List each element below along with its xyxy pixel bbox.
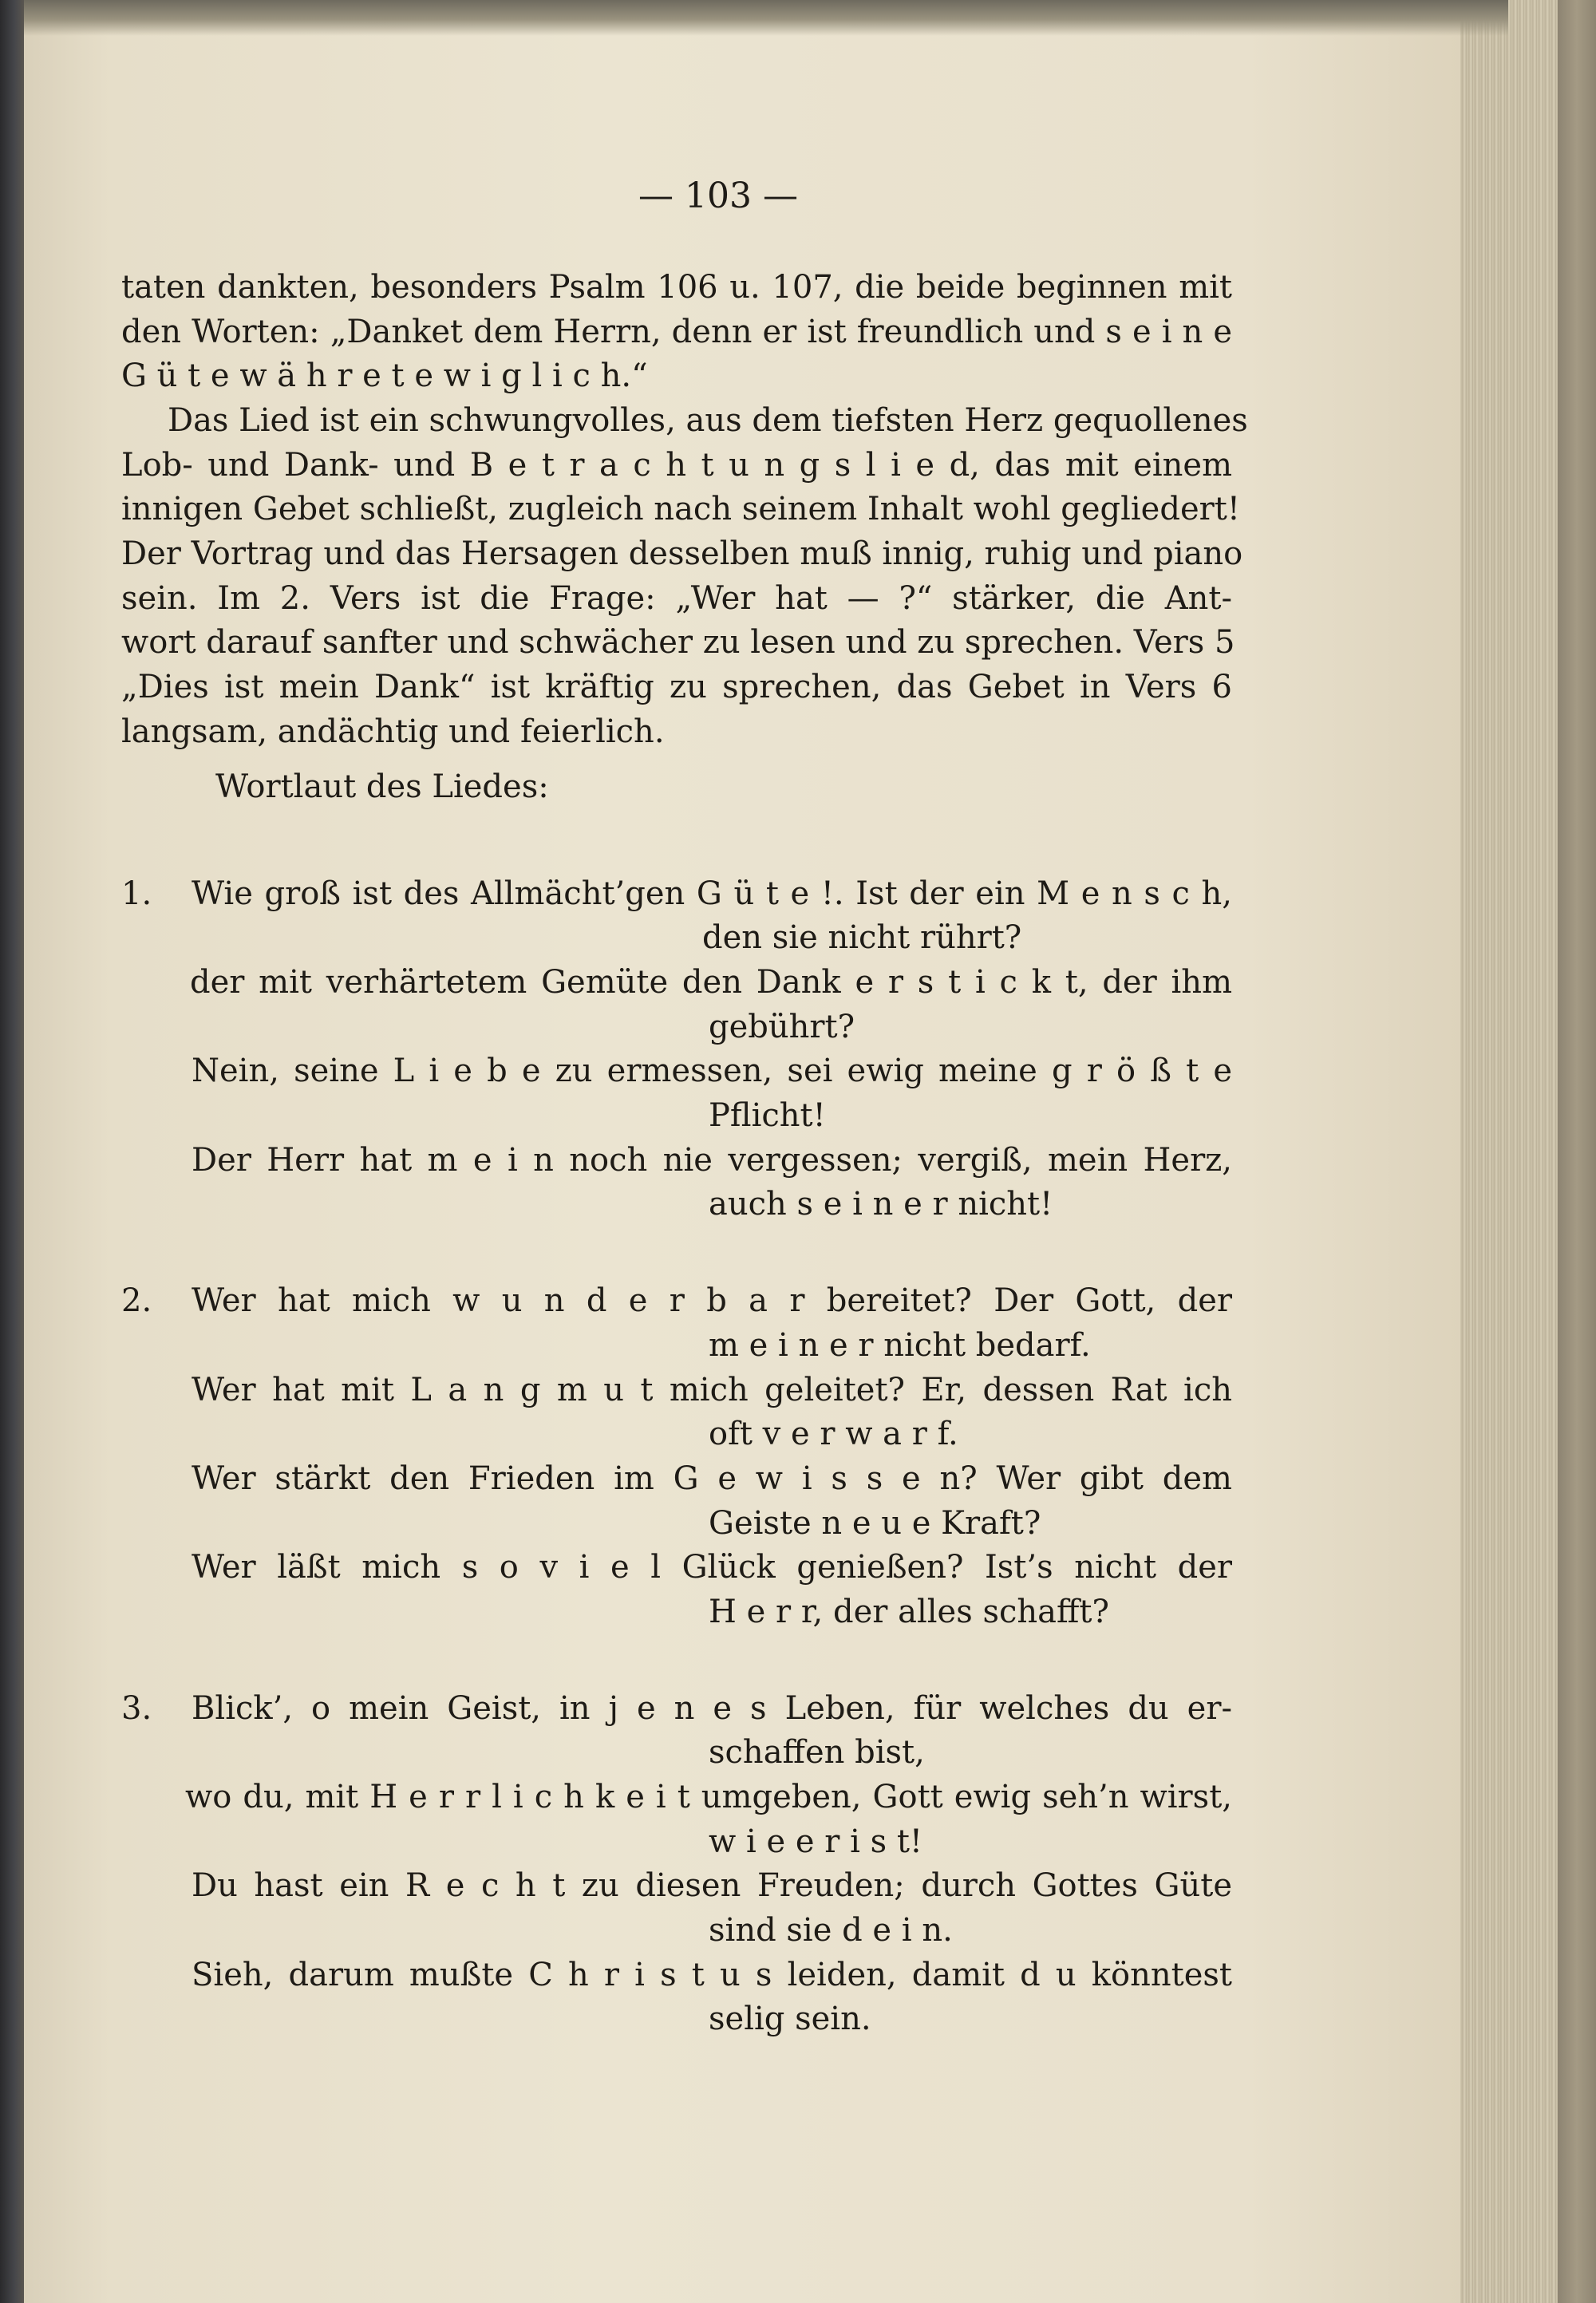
verse-line: Nein, seine L i e b e zu ermessen, sei ewig meine g r ö ß t e bbox=[192, 1053, 1232, 1089]
verse-line: Wie groß ist des Allmächt’gen G ü t e !. Ist der ein M e n s c h, bbox=[192, 875, 1232, 912]
verse-line: m e i n e r nicht bedarf. bbox=[709, 1327, 1091, 1364]
verse-number: 1. bbox=[121, 875, 152, 912]
verse-line: der mit verhärtetem Gemüte den Dank e r s t i c k t, der ihm bbox=[190, 964, 1232, 1001]
verse-line: Blick’, o mein Geist, in j e n e s Leben, für welches du er- bbox=[192, 1690, 1232, 1727]
paragraph-line: Das Lied ist ein schwungvolles, aus dem tiefsten Herz gequollenes bbox=[168, 402, 1248, 439]
intro-line: den Worten: „Danket dem Herrn, denn er ist freundlich und s e i n e bbox=[121, 314, 1232, 350]
verse-line: Du hast ein R e c h t zu diesen Freuden; durch Gottes Güte bbox=[192, 1867, 1232, 1904]
paragraph-line: wort darauf sanfter und schwächer zu lesen und zu sprechen. Vers 5 bbox=[121, 624, 1235, 661]
verse-line: den sie nicht rührt? bbox=[702, 919, 1022, 956]
verse-line: selig sein. bbox=[709, 2001, 871, 2037]
paragraph-line: Der Vortrag und das Hersagen desselben muß innig, ruhig und piano bbox=[121, 535, 1243, 572]
verse-line: Wer stärkt den Frieden im G e w i s s e n? Wer gibt dem bbox=[192, 1460, 1232, 1497]
paragraph-line: langsam, andächtig und feierlich. bbox=[121, 713, 665, 750]
verse-line: sind sie d e i n. bbox=[709, 1912, 953, 1949]
paragraph-line: innigen Gebet schließt, zugleich nach seinem Inhalt wohl gegliedert! bbox=[121, 491, 1240, 527]
intro-line: taten dankten, besonders Psalm 106 u. 107, die beide beginnen mit bbox=[121, 269, 1232, 306]
verse-line: gebührt? bbox=[709, 1009, 855, 1045]
verse-line: Pflicht! bbox=[709, 1097, 826, 1134]
verse-line: Sieh, darum mußte C h r i s t u s leiden, damit d u könntest bbox=[192, 1957, 1232, 1993]
verse-line: Wer hat mit L a n g m u t mich geleitet? Er, dessen Rat ich bbox=[192, 1372, 1232, 1408]
verse-line: auch s e i n e r nicht! bbox=[709, 1186, 1053, 1223]
verse-line: Wer hat mich w u n d e r b a r bereitet? Der Gott, der bbox=[192, 1282, 1232, 1319]
page-number: — 103 — bbox=[638, 176, 798, 216]
verse-line: wo du, mit H e r r l i c h k e i t umgeben, Gott ewig seh’n wirst, bbox=[185, 1779, 1232, 1815]
verse-number: 2. bbox=[121, 1282, 152, 1319]
paragraph-line: sein. Im 2. Vers ist die Frage: „Wer hat — ?“ stärker, die Ant- bbox=[121, 580, 1232, 617]
intro-line: G ü t e w ä h r e t e w i g l i c h.“ bbox=[121, 357, 648, 394]
paragraph-line: „Dies ist mein Dank“ ist kräftig zu sprechen, das Gebet in Vers 6 bbox=[121, 669, 1232, 705]
lyrics-heading: Wortlaut des Liedes: bbox=[215, 768, 549, 805]
verse-line: w i e e r i s t! bbox=[709, 1823, 922, 1860]
verse-number: 3. bbox=[121, 1690, 152, 1727]
paragraph-line: Lob- und Dank- und B e t r a c h t u n g s l i e d, das mit einem bbox=[121, 447, 1232, 484]
verse-line: Der Herr hat m e i n noch nie vergessen; vergiß, mein Herz, bbox=[192, 1142, 1232, 1179]
verse-line: Wer läßt mich s o v i e l Glück genießen? Ist’s nicht der bbox=[192, 1549, 1232, 1586]
verse-line: Geiste n e u e Kraft? bbox=[709, 1505, 1041, 1542]
verse-line: schaffen bist, bbox=[709, 1734, 925, 1771]
verse-line: oft v e r w a r f. bbox=[709, 1416, 958, 1452]
verse-line: H e r r, der alles schafft? bbox=[709, 1594, 1109, 1630]
